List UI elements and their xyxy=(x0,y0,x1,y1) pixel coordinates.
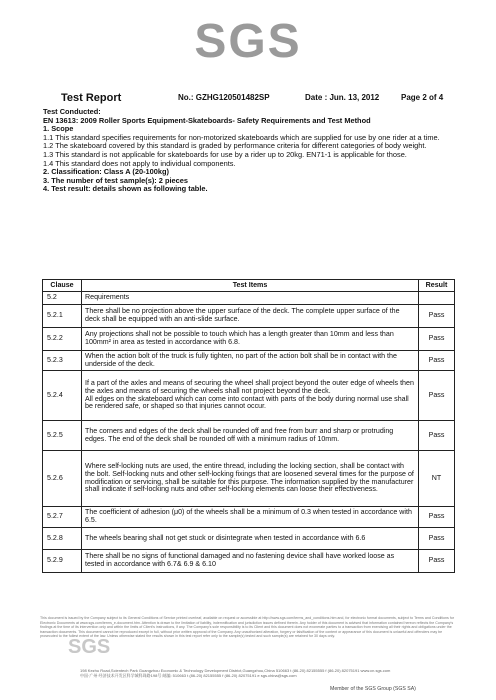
test-item-cell: The coefficient of adhesion (μ0) of the wheels shall be a minimum of 0.3 when tested in accordance with 6.5. xyxy=(82,507,419,528)
scope-paragraph: 1.1 This standard specifies requirements for non-motorized skateboards which are supplied for use by one rider at a time. xyxy=(43,132,440,142)
clause-cell: 5.2.6 xyxy=(43,451,82,507)
footer-member-text: Member of the SGS Group (SGS SA) xyxy=(330,686,416,692)
table-row xyxy=(43,550,455,573)
clause-cell: 5.2.7 xyxy=(43,507,82,528)
test-item-cell: There shall be no signs of functional damaged and no fastening device shall have worked loose as tested in accordance with 6.7& 6.9 & 6.10 xyxy=(82,550,419,573)
sgs-logo xyxy=(0,14,496,69)
result-cell: Pass xyxy=(419,305,455,328)
clause-cell: 5.2.2 xyxy=(43,328,82,351)
result-cell: Pass xyxy=(419,351,455,371)
table-row xyxy=(43,328,455,351)
report-header xyxy=(37,92,457,106)
report-date: Date : Jun. 13, 2012 xyxy=(305,93,380,102)
classification: 2. Classification: Class A (20-100kg) xyxy=(43,167,169,177)
table-row xyxy=(43,451,455,507)
clause-cell: 5.2.9 xyxy=(43,550,82,573)
clause-cell: 5.2.8 xyxy=(43,528,82,550)
result-cell: Pass xyxy=(419,528,455,550)
clause-header: Clause xyxy=(43,280,82,292)
test-items-header: Test Items xyxy=(82,280,419,292)
result-cell: Pass xyxy=(419,371,455,421)
result-header: Result xyxy=(419,280,455,292)
scope-paragraph: 1.3 This standard is not applicable for skateboards for use by a rider up to 20kg. EN71-1 is applicable for those. xyxy=(43,149,407,159)
result-cell xyxy=(419,292,455,305)
test-item-cell: The wheels bearing shall not get stuck or disintegrate when tested in accordance with 6.6 xyxy=(82,528,419,550)
footer-address-en: 198 Kezhu Road,Scientech Park Guangzhou Economic & Technology Development District,Guangzhou,China 510663 t (86-20) 82155555 f (86-20) 82075191 www.cn.sgs.com xyxy=(80,668,391,673)
footer-sgs-logo: SGS xyxy=(68,636,111,658)
table-row xyxy=(43,507,455,528)
result-cell: Pass xyxy=(419,550,455,573)
test-item-cell: Any projections shall not be possible to touch which has a length greater than 10mm and less than 100mm² in area as tested in accordance with 6.8. xyxy=(82,328,419,351)
table-row xyxy=(43,528,455,550)
table-row xyxy=(43,421,455,451)
table-row xyxy=(43,292,455,305)
test-conducted-label: Test Conducted: xyxy=(43,107,101,116)
test-standard: EN 13613: 2009 Roller Sports Equipment-Skateboards- Safety Requirements and Test Method xyxy=(43,115,371,125)
test-item-cell: Requirements xyxy=(82,292,419,305)
footer-address xyxy=(80,668,460,678)
result-cell: Pass xyxy=(419,421,455,451)
scope-paragraph: 1.2 The skateboard covered by this standard is graded by performance criteria for different categories of body weight. xyxy=(43,141,427,151)
sample-count: 3. The number of test sample(s): 2 pieces xyxy=(43,175,188,185)
test-item-cell: Where self-locking nuts are used, the entire thread, including the locking section, shall be contact with the bolt. Self-locking nuts and other self-locking fixings that are loosened several times for the purpose of modification or servicing, shall be suitable for this purpose. The information supplied by the manufacturer shall indicate if self-locking nuts and other self-locking elements can loose their effectiveness. xyxy=(82,451,419,507)
clause-cell: 5.2 xyxy=(43,292,82,305)
report-title: Test Report xyxy=(61,92,122,104)
footer-disclaimer: This document is issued by the Company subject to its General Conditions of Service printed overleaf, available on request or accessible at http://www.sgs.com/terms_and_conditions.htm and, for electronic format documents, subject to Terms and Conditions for Electronic Documents at www.sgs.com/terms_e-document.htm. Attention is drawn to the limitation of liability, indemnification and jurisdiction issues defined therein. Any holder of this document is advised that information contained hereon reflects the Company's findings at the time of its intervention only and within the limits of Client's instructions, if any. The Company's sole responsibility is to its Client and this document does not exonerate parties to a transaction from exercising all their rights and obligations under the transaction documents. This document cannot be reproduced except in full, without prior written approval of the Company. Any unauthorized alteration, forgery or falsification of the content or appearance of this document is unlawful and offenders may be prosecuted to the fullest extent of the law. Unless otherwise stated the results shown in this test report refer only to the sample(s) tested and such sample(s) are retained for 30 days only. xyxy=(40,616,455,639)
test-results-table xyxy=(42,279,455,573)
report-body xyxy=(43,108,455,194)
test-item-cell: If a part of the axles and means of securing the wheel shall project beyond the outer edge of wheels then the axles and means of securing the wheels shall not project beyond the deck. All edges on the skateboard which can come into contact with parts of the body during normal use shall be rendered safe, or shaped so that injuries cannot occur. xyxy=(82,371,419,421)
scope-paragraph: 1.4 This standard does not apply to individual components. xyxy=(43,158,236,168)
clause-cell: 5.2.4 xyxy=(43,371,82,421)
clause-cell: 5.2.3 xyxy=(43,351,82,371)
table-header-row xyxy=(43,280,455,292)
test-item-cell: The corners and edges of the deck shall be rounded off and free from burr and sharp or protruding edges. The end of the deck shall be rounded off with a minimum radius of 10mm. xyxy=(82,421,419,451)
clause-cell: 5.2.1 xyxy=(43,305,82,328)
table-row xyxy=(43,351,455,371)
result-cell: Pass xyxy=(419,328,455,351)
scope-heading: 1. Scope xyxy=(43,124,74,134)
result-cell: NT xyxy=(419,451,455,507)
footer-address-cn: 中国·广州·经济技术开发区科学城科珠路198号 邮编: 510663 t (86-20) 82155555 f (86-20) 82075191 e sgs.china@sgs.com xyxy=(80,673,297,678)
test-item-cell: When the action bolt of the truck is fully tighten, no part of the action bolt shall be in contact with the underside of the deck. xyxy=(82,351,419,371)
page-number: Page 2 of 4 xyxy=(401,93,444,102)
result-cell: Pass xyxy=(419,507,455,528)
test-result-heading: 4. Test result: details shown as following table. xyxy=(43,184,208,194)
table-row xyxy=(43,371,455,421)
table-row xyxy=(43,305,455,328)
sgs-logo-text: SGS xyxy=(194,15,302,68)
test-item-cell: There shall be no projection above the upper surface of the deck. The complete upper surface of the deck shall be equipped with an anti-slide surface. xyxy=(82,305,419,328)
clause-cell: 5.2.5 xyxy=(43,421,82,451)
report-number: No.: GZHG120501482SP xyxy=(178,93,270,102)
